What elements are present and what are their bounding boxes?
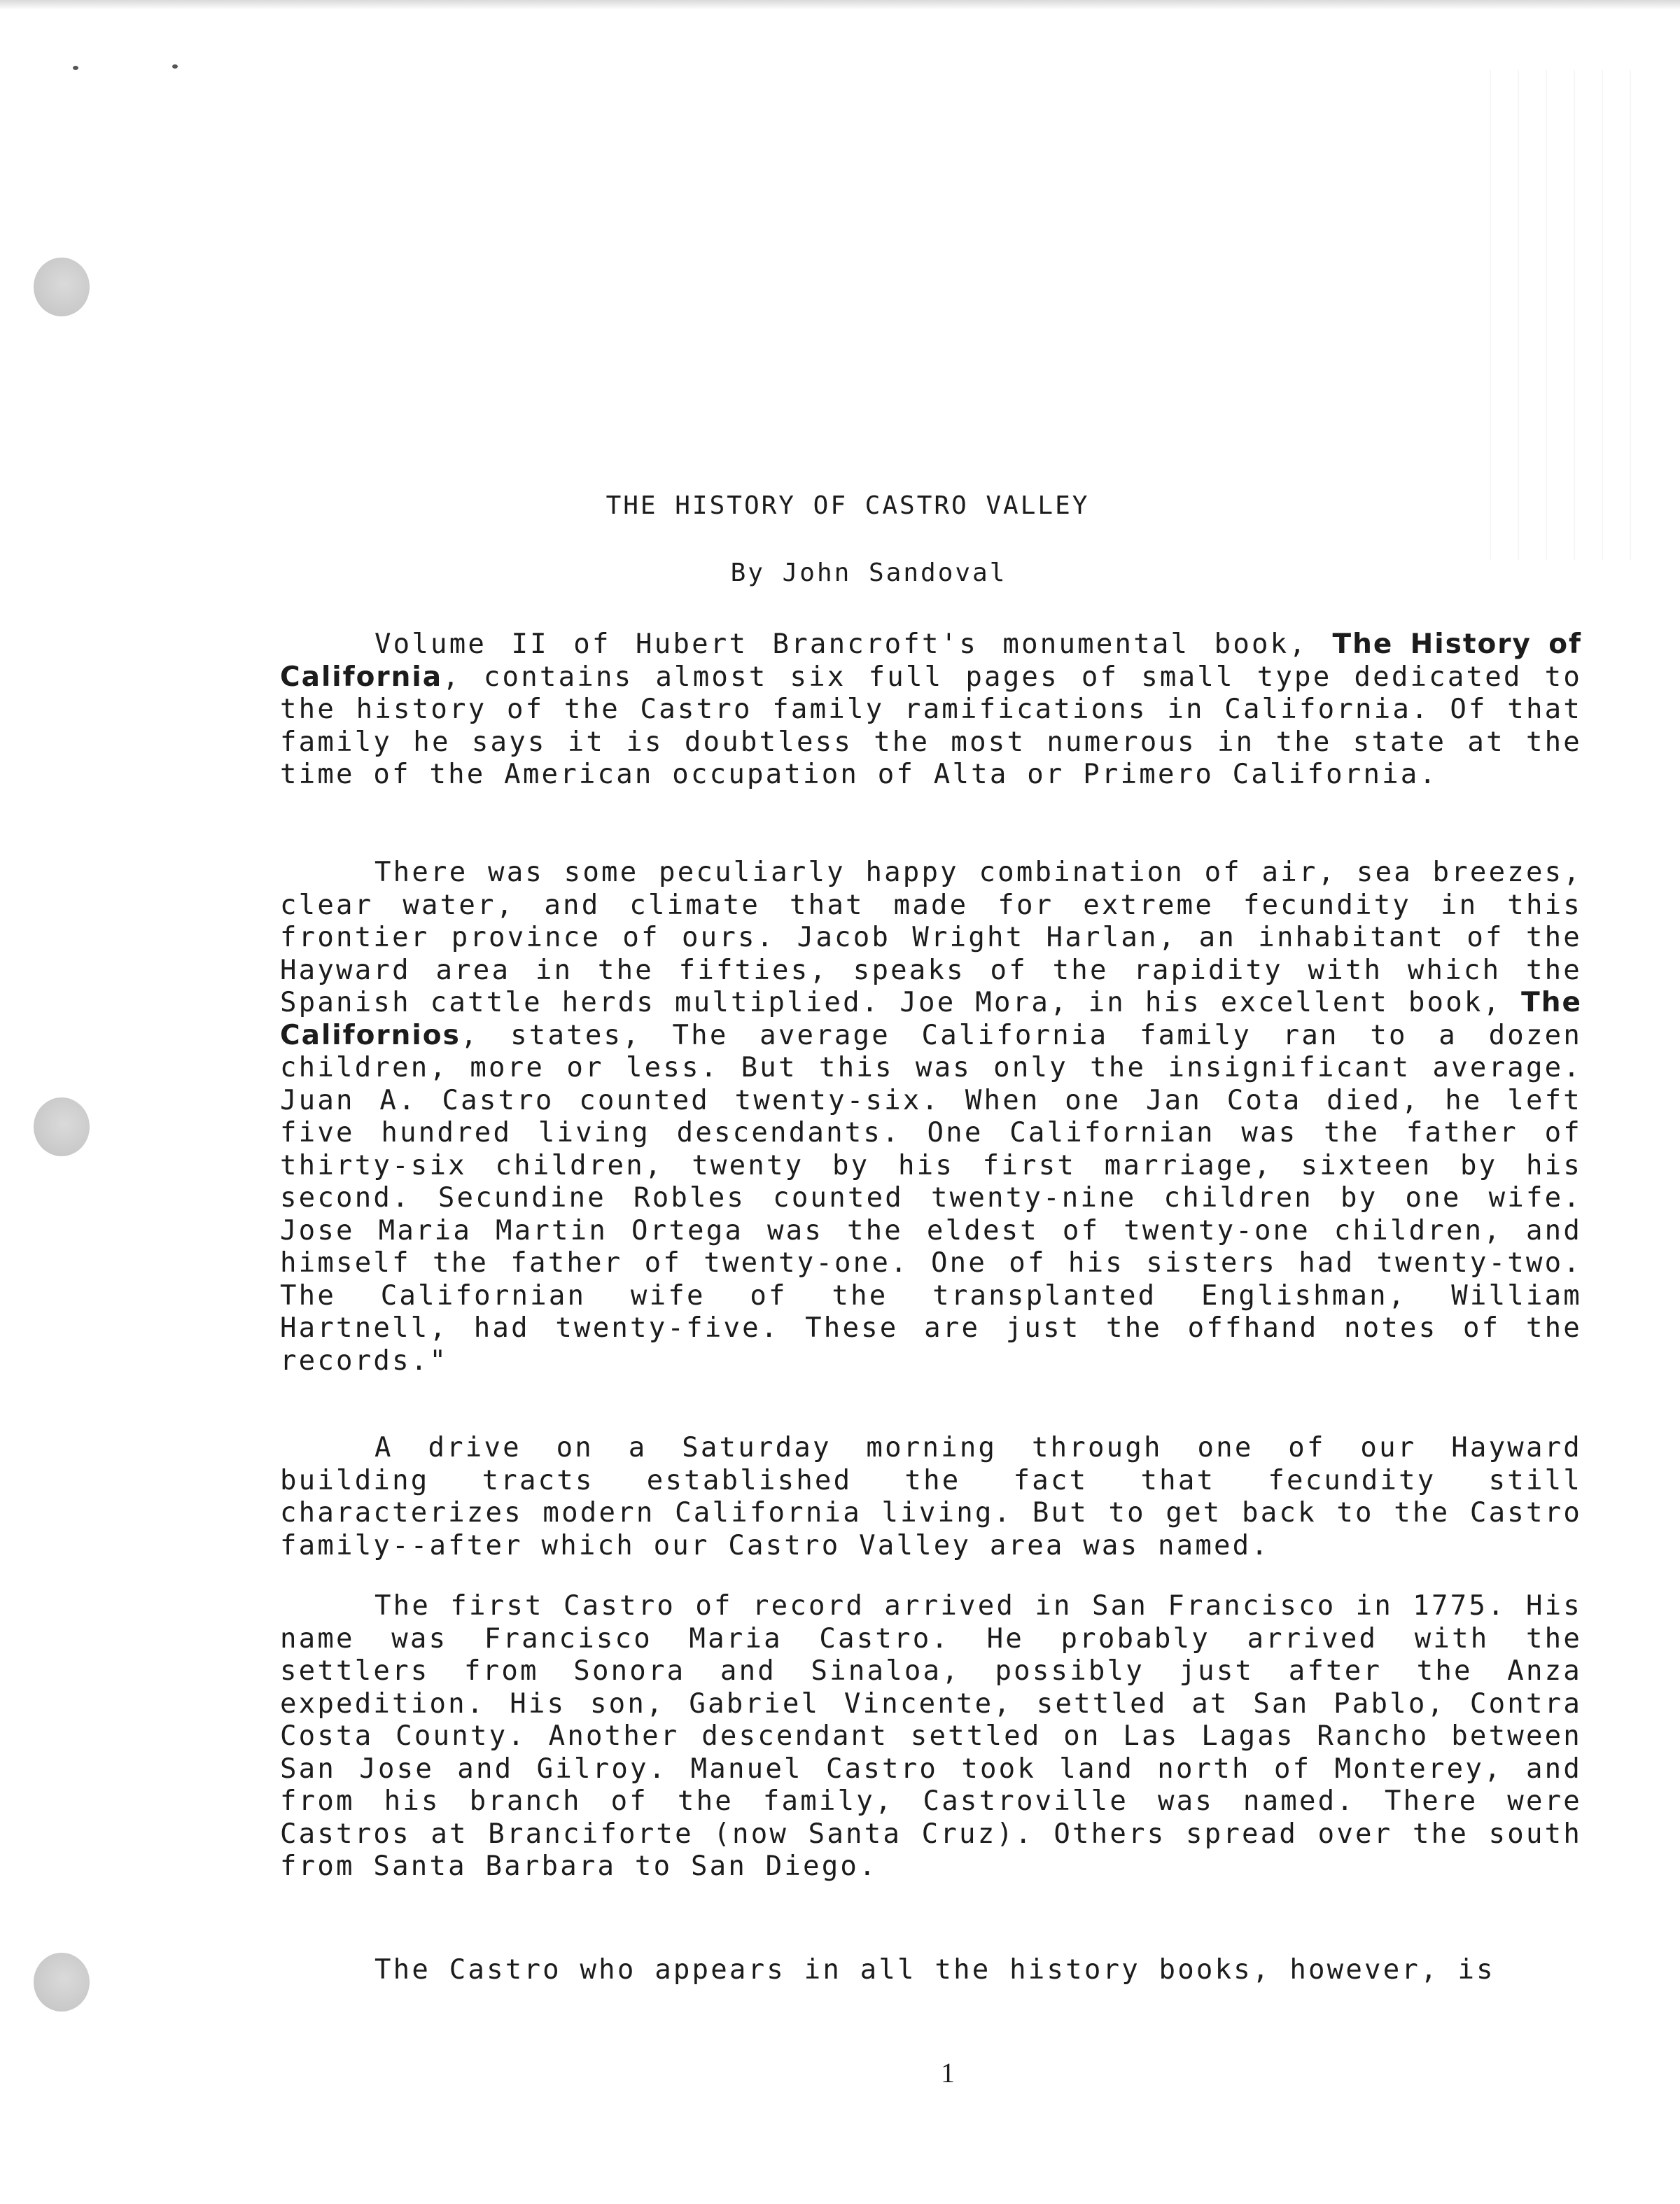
book-title: The Californios xyxy=(280,987,1582,1051)
book-title: The History of California xyxy=(280,629,1582,693)
paragraph-3: A drive on a Saturday morning through one of our Hayward building tracts established the fact that fecundity still characterizes modern California living. But to get back to the Castro family--after which our Castro Valley area was named. xyxy=(280,1432,1582,1561)
scan-speck xyxy=(172,64,178,69)
document-byline: By John Sandoval xyxy=(730,559,1007,587)
punch-hole xyxy=(34,1953,90,2012)
punch-hole xyxy=(34,1097,90,1156)
scan-speck xyxy=(73,66,78,70)
paragraph-4: The first Castro of record arrived in San Francisco in 1775. His name was Francisco Maria Castro. He probably arrived with the settlers from Sonora and Sinaloa, possibly just after the Anza expedition. His son, Gabriel Vincente, settled at San Pablo, Contra Costa County. Another descendant settled on Las Lagas Rancho between San Jose and Gilroy. Manuel Castro took land north of Monterey, and from his branch of the family, Castroville was named. There were Castros at Branciforte (now Santa Cruz). Others spread over the south from Santa Barbara to San Diego. xyxy=(280,1590,1582,1882)
paragraph-text: Volume II of Hubert Brancroft's monumental book, xyxy=(374,629,1333,660)
paragraph-text: , states, The average California family ran to a dozen children, more or less. But this was only the insignificant average. Juan A. Castro counted twenty-six. When one Jan Cota died, he left five hundred living descendants. One Californian was the father of thirty-six children, twenty by his first marriage, sixteen by his second. Secundine Robles counted twenty-nine children by one wife. Jose Maria Martin Ortega was the eldest of twenty-one children, and himself the father of twenty-one. One of his sisters had twenty-two. The Californian wife of the transplanted Englishman, William Hartnell, had twenty-five. These are just the offhand notes of the records." xyxy=(280,1019,1582,1377)
punch-hole xyxy=(34,258,90,316)
paragraph-1 xyxy=(280,629,1582,792)
paragraph-2 xyxy=(280,857,1582,1377)
paragraph-text: , contains almost six full pages of small type dedicated to the history of the Castro family ramifications in California. Of that family he says it is doubtless the most numerous in the state at the time of the American occupation of Alta or Primero California. xyxy=(280,661,1582,790)
page-number: 1 xyxy=(941,2057,955,2089)
document-title: THE HISTORY OF CASTRO VALLEY xyxy=(606,491,1090,520)
page-top-edge xyxy=(0,0,1680,10)
paragraph-text: There was some peculiarly happy combination of air, sea breezes, clear water, and climate that made for extreme fecundity in this frontier province of ours. Jacob Wright Harlan, an inhabitant of the Hayward area in the fifties, speaks of the rapidity with which the Spanish cattle herds multiplied. Joe Mora, in his excellent book, xyxy=(280,857,1582,1018)
paragraph-5: The Castro who appears in all the history books, however, is xyxy=(374,1954,1495,1986)
scan-margin-marks xyxy=(1463,70,1631,560)
